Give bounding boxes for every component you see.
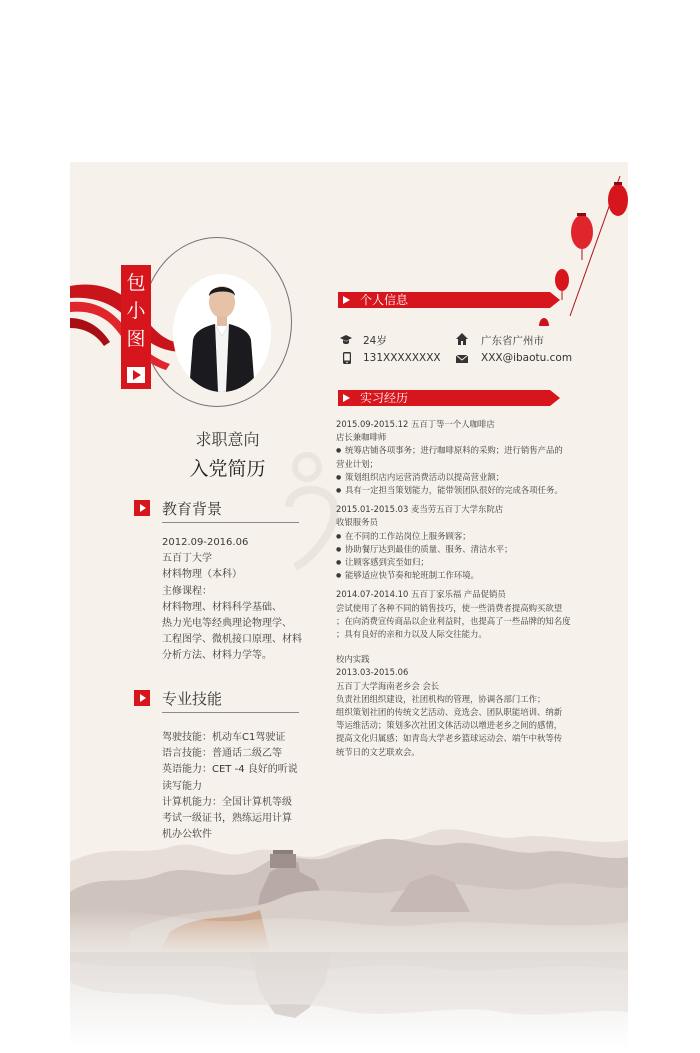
profile-photo xyxy=(173,274,271,392)
experience-line: 等运维活动；策划多次社团文体活动以增进老乡之间的感情， xyxy=(336,720,563,731)
job-intention-label: 求职意向 xyxy=(195,430,260,449)
home-icon xyxy=(456,333,468,345)
play-icon xyxy=(343,296,350,304)
personal-info-bar xyxy=(338,292,550,308)
skill-line: 机办公软件 xyxy=(162,829,212,841)
education-line: 主修课程： xyxy=(162,585,212,597)
education-line: 材料物理（本科） xyxy=(162,569,242,581)
experience-bullet: ● 具有一定担当策划能力，能带领团队很好的完成各项任务。 xyxy=(336,484,572,497)
section-divider xyxy=(162,522,299,523)
skill-line: 读写能力 xyxy=(162,780,202,792)
experience-item xyxy=(336,653,572,759)
education-heading: 教育背景 xyxy=(162,500,223,518)
experience-period: 2013.03-2015.06 xyxy=(336,667,409,678)
experience-header: 2015.09-2015.12 五百丁等一个人咖啡店 xyxy=(336,419,495,429)
education-line: 热力光电等经典理论物理学、 xyxy=(162,618,292,630)
experience-list xyxy=(336,418,572,759)
skill-line: 语言技能：普通话二级乙等 xyxy=(162,748,282,760)
graduation-cap-icon xyxy=(340,334,352,346)
experience-bullet: ● 能够适应快节奏和轮班制工作环境。 xyxy=(336,569,572,582)
experience-heading: 实习经历 xyxy=(360,391,409,405)
location-value: 广东省广州市 xyxy=(481,335,544,347)
reflected-landscape xyxy=(70,952,628,1053)
experience-bullet: ● 统筹店铺各项事务；进行咖啡原料的采购；进行销售产品的 xyxy=(336,444,572,457)
education-line: 2012.09-2016.06 xyxy=(162,537,249,548)
skills-heading: 专业技能 xyxy=(162,690,223,708)
education-line: 分析方法、材料力学等。 xyxy=(162,650,272,662)
experience-bullet: ● 策划组织店内运营消费活动以提高营业额； xyxy=(336,471,572,484)
skill-line: 驾驶技能：机动车C1驾驶证 xyxy=(162,732,286,743)
section-divider xyxy=(162,712,299,713)
phone-value: 131XXXXXXXX xyxy=(363,352,441,364)
experience-line: 尝试使用了各种不同的销售技巧，使一些消费者提高购买欲望 xyxy=(336,602,563,613)
experience-header: 2014.07-2014.10 五百丁家乐福 产品促销员 xyxy=(336,589,506,600)
education-details xyxy=(162,535,312,665)
experience-line: 提高文化归属感；如青岛大学老乡篮球运动会、端午中秋等传 xyxy=(336,733,563,744)
experience-line: ；在向消费宣传商品以企业利益时，也提高了一些品牌的知名度 xyxy=(336,615,571,626)
experience-role: 收银服务员 xyxy=(336,517,378,528)
bar-tail xyxy=(550,390,560,406)
play-icon xyxy=(343,394,350,402)
education-line: 五百丁大学 xyxy=(162,553,212,565)
experience-bullet: ● 在不同的工作站岗位上服务顾客； xyxy=(336,530,572,543)
personal-info-heading: 个人信息 xyxy=(360,293,409,307)
experience-sub: 五百丁大学海南老乡会 会长 xyxy=(336,680,440,691)
experience-bar xyxy=(338,390,550,406)
experience-item xyxy=(336,588,572,641)
experience-line: 统节日的文艺联欢会。 xyxy=(336,746,420,757)
page-reflection xyxy=(70,952,628,1053)
experience-item xyxy=(336,418,572,497)
education-line: 材料物理、材料科学基础、 xyxy=(162,601,282,613)
education-line: 工程图学、微机接口原理、材料 xyxy=(162,634,302,646)
experience-line: 组织策划社团的传统文艺活动、竞选会、团队职能培训、纳新 xyxy=(336,707,563,718)
name-char: 小 xyxy=(126,300,146,322)
experience-line: 负责社团组织建设，社团机构的管理，协调各部门工作； xyxy=(336,693,546,704)
section-marker-icon xyxy=(134,500,150,516)
resume-page xyxy=(70,162,628,952)
skill-line: 英语能力：CET -4 良好的听说 xyxy=(162,764,298,776)
experience-bullet: ● 让顾客感到宾至如归； xyxy=(336,556,572,569)
section-marker-icon xyxy=(134,690,150,706)
email-value: XXX@ibaotu.com xyxy=(481,352,573,364)
job-intention-value: 入党简历 xyxy=(189,458,266,480)
name-char: 图 xyxy=(126,328,146,350)
experience-header: 2015.01-2015.03 麦当劳五百丁大学东院店 xyxy=(336,504,504,515)
phone-icon xyxy=(341,352,353,364)
skill-line: 计算机能力：全国计算机等级 xyxy=(162,796,292,808)
experience-bullet: ● 协助餐厅达到最佳的质量、服务、清洁水平； xyxy=(336,543,572,556)
experience-role: 店长兼咖啡师 xyxy=(336,432,387,443)
skill-line: 考试一级证书，熟练运用计算 xyxy=(162,813,292,825)
great-wall-landscape xyxy=(70,802,628,952)
experience-line: 营业计划； xyxy=(336,458,378,469)
bar-tail xyxy=(550,292,560,308)
mail-icon xyxy=(456,353,468,365)
name-char: 包 xyxy=(126,272,146,294)
name-label-box xyxy=(121,265,151,389)
experience-header: 校内实践 xyxy=(336,654,370,665)
play-icon xyxy=(127,367,145,383)
experience-line: ；具有良好的亲和力以及人际交往能力。 xyxy=(336,629,487,640)
experience-item xyxy=(336,503,572,582)
age-value: 24岁 xyxy=(363,335,387,347)
